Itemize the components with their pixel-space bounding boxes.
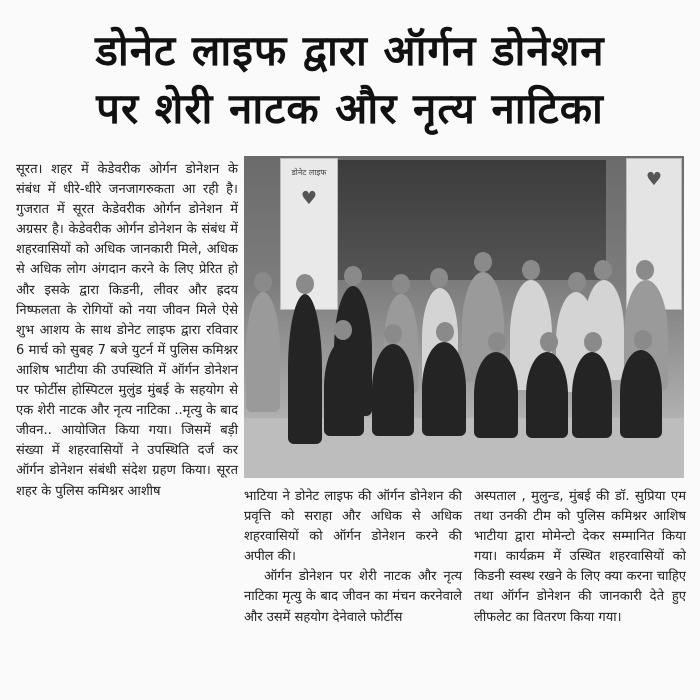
person (324, 340, 364, 436)
article-column-1 (16, 160, 238, 695)
article-column-2 (244, 487, 462, 628)
person (474, 352, 518, 438)
headline-line-2: पर शेरी नाटक और नृत्य नाटिका (96, 84, 604, 133)
paragraph: अस्पताल , मुलुन्ड, मुंबई की डॉ. सुप्रिया एम तथा उनकी टीम को पुलिस कमिश्नर आशिष भाटीया द्वारा मोमेन्टो देकर सम्मानित किया गया। कार्यक्रम में उस्थित शहरवासियों को किडनी स्वस्थ रखने के लिए क्या करना चाहिए तथा ऑर्गन डोनेशन की जानकारी देते हुए लीफलेट का वितरण किया गया। (474, 489, 686, 625)
paragraph: सूरत। शहर में केडेवरीक ओर्गन डोनेशन के संबंध में धीरे-धीरे जनजागरुकता आ रही है। गुजरात में सूरत केडेवरीक ओर्गन डोनेशन में अग्रसर है। केडेवरीक ओर्गन डोनेशन के संबंध में शहरवासियों को अधिक जानकारी मिले, अधिक से अधिक लोग अंगदान करने के लिए प्रेरित हो और इसके द्वारा किडनी, लीवर और ह्रदय निष्फलता के रोगियों को नया जीवन मिले ऐसे शुभ आशय के साथ डोनेट लाइफ द्वारा रविवार 6 मार्च को सुबह 7 बजे युटर्न में पुलिस कमिश्नर आशिष भाटीया की उपस्थिति में ऑर्गन डोनेशन पर फोर्टीस होस्पिटल मुलुंड मुंबई के सहयोग से एक शेरी नाटक और नृत्य नाटिका ..मृत्यु के बाद जीवन.. आयोजित किया गया। जिसमें बड़ी संख्या में शहरवासियों ने उपस्थिति दर्ज कर ऑर्गन डोनेशन संबंधी संदेश ग्रहण किया। सूरत शहर के पुलिस कमिश्नर आशीष (16, 162, 238, 499)
person (246, 292, 280, 412)
person (526, 352, 568, 438)
person (620, 350, 662, 438)
banner-text: डोनेट लाइफ (291, 168, 327, 177)
headline-line-1: डोनेट लाइफ द्वारा ऑर्गन डोनेशन (95, 26, 605, 75)
headline (0, 22, 700, 138)
person (422, 342, 466, 436)
paragraph: ऑर्गन डोनेशन पर शेरी नाटक और नृत्य नाटिका मृत्यु के बाद जीवन का मंचन करनेवाले और उसमें सहयोग देनेवाले फोर्टीस (244, 569, 462, 625)
paragraph: भाटिया ने डोनेट लाइफ की ऑर्गन डोनेशन की प्रवृत्ति को सराहा और अधिक से अधिक शहरवासियों को ऑर्गन डोनेशन करने की अपील की। (244, 489, 462, 565)
article-column-3 (474, 487, 686, 628)
heart-icon: ♥ (645, 169, 663, 190)
heart-icon: ♥ (300, 188, 318, 209)
person (372, 344, 414, 436)
person (288, 294, 322, 444)
event-photo (244, 156, 684, 478)
person (572, 352, 612, 438)
stage-screen (336, 160, 606, 280)
